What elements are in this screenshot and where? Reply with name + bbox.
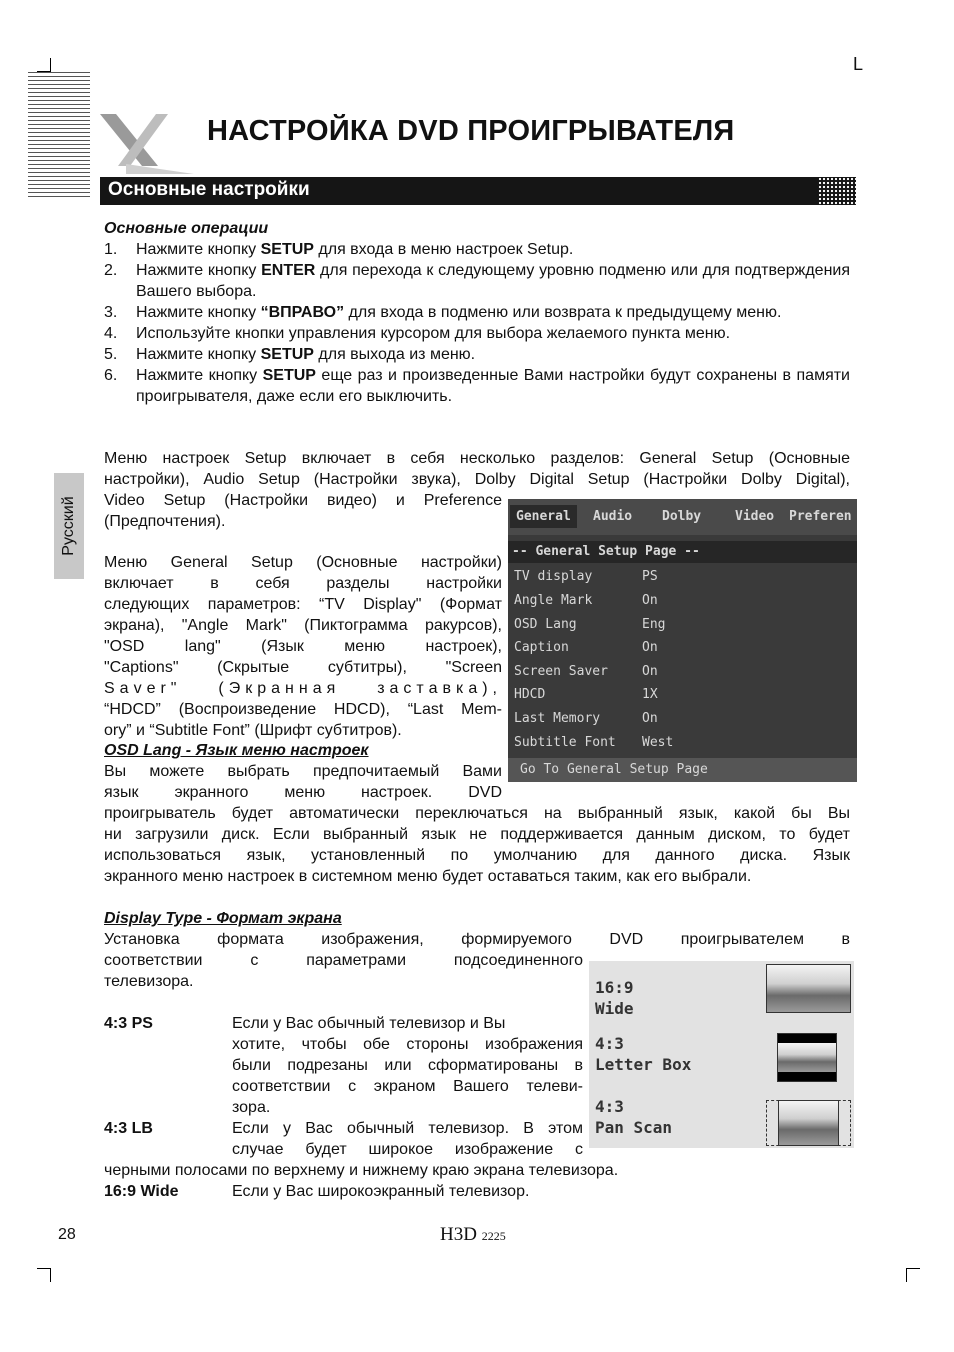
- basic-op-item: [104, 239, 850, 260]
- crop-mark-top-left: [50, 58, 51, 72]
- osd-tab-preference: Preferen: [789, 509, 852, 524]
- basic-op-item: [104, 260, 850, 302]
- osd-row: [514, 640, 854, 662]
- osd-row-value: On: [642, 711, 658, 726]
- general-para-line: включает в себя разделы настройки: [104, 575, 502, 592]
- basic-op-number: 4.: [104, 325, 118, 342]
- thumbnail-scene: [778, 1043, 836, 1072]
- osd-row-key: Angle Mark: [514, 593, 593, 608]
- panscan-label-name: Pan Scan: [595, 1118, 673, 1137]
- ps-description-line: зора.: [232, 1099, 271, 1116]
- osd-row-key: Caption: [514, 640, 569, 655]
- letterbox-label: [595, 1033, 691, 1075]
- basic-op-text: Нажмите кнопку: [136, 262, 262, 279]
- header-stripes: [28, 72, 90, 200]
- basic-op-key: ENTER: [261, 262, 316, 279]
- basic-op-number: 5.: [104, 346, 118, 363]
- basic-op-item: [104, 365, 850, 407]
- display-type-line: Установка формата изображения, формируемого DVD проигрывателем в: [104, 931, 850, 948]
- basic-op-text: Нажмите кнопку: [136, 367, 263, 384]
- basic-op-item: [104, 344, 850, 365]
- basic-op-text: для перехода к следующему уровню подменю или для подтверждения Вашего выбора.: [136, 262, 851, 300]
- basic-op-number: 2.: [104, 262, 118, 279]
- term-4-3-ps: 4:3 PS: [104, 1015, 153, 1032]
- display-type-image: [589, 961, 854, 1148]
- section-title: Основные настройки: [108, 179, 310, 200]
- basic-op-text: Нажмите кнопку: [136, 346, 261, 363]
- setup-para-line: (Предпочтения).: [104, 513, 226, 530]
- general-para-line: ory” и “Subtitle Font” (Шрифт субтитров).: [104, 722, 402, 739]
- general-para-line: "OSD lang" (Язык меню настроек),: [104, 638, 502, 655]
- brand-model: 2225: [481, 1229, 506, 1243]
- ps-description: [232, 1013, 583, 1118]
- thumbnail-scene: [767, 965, 850, 1012]
- osd-lang-line: экранного меню настроек в системном меню будет оставаться таким, как его выбрали.: [104, 868, 752, 885]
- osd-row-key: TV display: [514, 569, 593, 584]
- general-para-line: следующих параметров: “TV Display" (Формат: [104, 596, 502, 613]
- basic-op-key: SETUP: [262, 367, 316, 384]
- ps-description-line: были подрезаны или сформатированы в: [232, 1057, 583, 1074]
- basic-op-key: SETUP: [260, 346, 314, 363]
- general-para: [104, 552, 502, 741]
- wide-label: [595, 977, 634, 1019]
- section-bar-pattern: [818, 177, 856, 205]
- osd-row-value: West: [642, 735, 674, 750]
- letterbox-label-ratio: 4:3: [595, 1034, 624, 1053]
- osd-row-key: Screen Saver: [514, 664, 608, 679]
- x-logo-icon: [96, 108, 196, 174]
- display-type-line: соответствии с параметрами подсоединенного: [104, 952, 583, 969]
- osd-row: [514, 735, 854, 757]
- osd-footer-text: Go To General Setup Page: [520, 762, 708, 777]
- term-16-9-wide: 16:9 Wide: [104, 1183, 179, 1200]
- general-para-line: Saver" (Экранная заставка),: [104, 680, 502, 697]
- section-bar: [100, 177, 856, 205]
- osd-row-value: On: [642, 664, 658, 679]
- osd-row: [514, 617, 854, 639]
- osd-row-key: OSD Lang: [514, 617, 577, 632]
- language-tab: [54, 473, 84, 579]
- osd-row-key: Subtitle Font: [514, 735, 616, 750]
- general-para-line: экрана), "Angle Mark" (Пиктограмма ракурсов),: [104, 617, 502, 634]
- basic-op-key: “ВПРАВО”: [260, 304, 345, 321]
- letterbox-thumbnail: [777, 1033, 837, 1082]
- display-type-heading: Display Type - Формат экрана: [104, 910, 342, 927]
- thumbnail-scene: [779, 1101, 838, 1145]
- basic-op-number: 6.: [104, 367, 118, 384]
- osd-lang-heading: OSD Lang - Язык меню настроек: [104, 742, 369, 759]
- lb-description: [232, 1118, 583, 1160]
- setup-para-line: настройки), Audio Setup (Настройки звука), Dolby Digital Setup (Настройки Dolby Digital),: [104, 471, 850, 488]
- osd-row: [514, 664, 854, 686]
- panscan-thumbnail: [778, 1100, 839, 1146]
- osd-row-value: On: [642, 640, 658, 655]
- lb-description-line: Если у Вас обычный телевизор. В этом: [232, 1120, 583, 1137]
- display-type-line: телевизора.: [104, 973, 194, 990]
- basic-op-item: [104, 323, 850, 344]
- basic-op-text: Используйте кнопки управления курсором для выбора желаемого пункта меню.: [136, 325, 731, 342]
- letterbox-label-name: Letter Box: [595, 1055, 692, 1074]
- osd-row: [514, 711, 854, 733]
- osd-tab-dolby: Dolby: [662, 509, 702, 524]
- osd-row-value: Eng: [642, 617, 666, 632]
- panscan-label: [595, 1096, 672, 1138]
- osd-tabs: [508, 499, 857, 535]
- basic-op-text: для входа в подменю или возврата к предыдущему меню.: [344, 304, 782, 321]
- ps-description-line: соответствии с экраном Вашего телеви-: [232, 1078, 583, 1095]
- basic-op-number: 1.: [104, 241, 118, 258]
- basic-ops-list: [104, 239, 850, 407]
- crop-mark-bottom-right: [906, 1268, 907, 1282]
- wide-description: Если у Вас широкоэкранный телевизор.: [232, 1183, 530, 1200]
- basic-op-text: для выхода из меню.: [313, 346, 476, 363]
- brand-name: H3D: [440, 1224, 477, 1245]
- panscan-label-ratio: 4:3: [595, 1097, 624, 1116]
- osd-row-value: PS: [642, 569, 658, 584]
- ps-description-line: Если у Вас обычный телевизор и Вы: [232, 1015, 506, 1032]
- osd-row: [514, 687, 854, 709]
- general-setup-menu-image: [508, 499, 857, 782]
- wide-label-name: Wide: [595, 999, 634, 1018]
- basic-op-item: [104, 302, 850, 323]
- basic-ops-heading: Основные операции: [104, 220, 269, 237]
- osd-row: [514, 593, 854, 615]
- general-para-line: Меню General Setup (Основные настройки): [104, 554, 502, 571]
- osd-row-value: 1X: [642, 687, 658, 702]
- corner-letter: L: [853, 54, 864, 74]
- basic-op-text: для входа в меню настроек Setup.: [313, 241, 574, 258]
- osd-tab-audio: Audio: [593, 509, 633, 524]
- crop-mark-bottom-left: [50, 1268, 51, 1282]
- osd-page-header: [508, 541, 857, 563]
- osd-lang-line: использоваться язык, установленный по умолчанию для данного диска. Язык: [104, 847, 850, 864]
- general-para-line: "Captions" (Скрытые субтитры), "Screen: [104, 659, 502, 676]
- wide-label-ratio: 16:9: [595, 978, 634, 997]
- osd-lang-line: язык экранного меню настроек. DVD: [104, 784, 502, 801]
- setup-para-line: Меню настроек Setup включает в себя несколько разделов: General Setup (Основные: [104, 450, 850, 467]
- osd-row-key: Last Memory: [514, 711, 601, 726]
- term-4-3-lb: 4:3 LB: [104, 1120, 153, 1137]
- page-title: НАСТРОЙКА DVD ПРОИГРЫВАТЕЛЯ: [207, 115, 735, 147]
- osd-footer: [508, 758, 857, 782]
- general-para-line: “HDCD” (Воспроизведение HDCD), “Last Mem-: [104, 701, 502, 718]
- wide-screen-thumbnail: [766, 964, 851, 1013]
- basic-op-number: 3.: [104, 304, 118, 321]
- basic-op-text: Нажмите кнопку: [136, 304, 261, 321]
- ps-description-line: хотите, чтобы обе стороны изображения: [232, 1036, 583, 1053]
- osd-lang-line: Вы можете выбрать предпочитаемый Вами: [104, 763, 502, 780]
- crop-mark-bottom-left: [37, 1268, 51, 1269]
- osd-page-header-text: -- General Setup Page --: [512, 544, 700, 559]
- osd-tab-video: Video: [735, 509, 775, 524]
- osd-row: [514, 569, 854, 591]
- page-number: 28: [58, 1226, 76, 1243]
- osd-lang-line: ни загрузили диск. Если выбранный язык не поддерживается данным диском, то будет: [104, 826, 850, 843]
- osd-row-value: On: [642, 593, 658, 608]
- language-tab-label: Русский: [60, 496, 77, 556]
- lb-description-cont: черными полосами по верхнему и нижнему краю экрана телевизора.: [104, 1162, 619, 1179]
- crop-mark-bottom-right: [906, 1268, 920, 1269]
- brand-logo: [440, 1224, 506, 1246]
- osd-lang-line: проигрыватель будет автоматически переключаться на выбранный язык, какой бы Вы: [104, 805, 850, 822]
- basic-op-key: SETUP: [260, 241, 314, 258]
- basic-op-text: Нажмите кнопку: [136, 241, 261, 258]
- setup-para-line: Video Setup (Настройки видео) и Preference: [104, 492, 502, 509]
- osd-row-key: HDCD: [514, 687, 546, 702]
- lb-description-line: случае будет широкое изображение с: [232, 1141, 583, 1158]
- basic-op-text: еще раз и произведенные Вами настройки будут сохранены в памяти проигрывателя, даже если его выключить.: [136, 367, 850, 405]
- osd-tab-general: General: [510, 505, 577, 528]
